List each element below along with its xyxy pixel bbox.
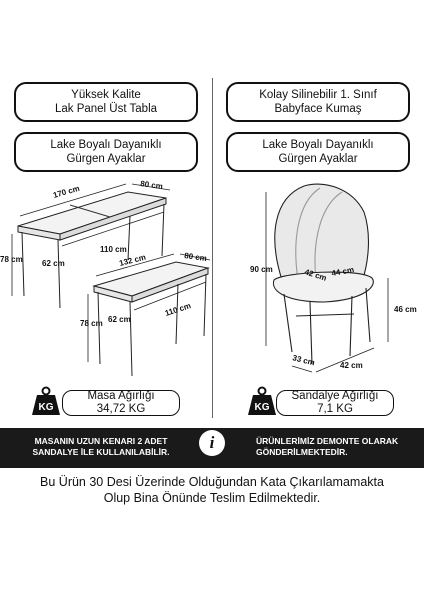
dim-seat-height: 46 cm	[394, 305, 417, 314]
table-weight-value: 34,72 KG	[96, 403, 146, 415]
delivery-line2: Olup Bina Önünde Teslim Edilmektedir.	[103, 491, 321, 505]
feature-top-left	[14, 82, 198, 122]
kg-weight-icon-chair	[246, 386, 278, 416]
feature-mid-left-line1: Lake Boyalı Dayanıklı	[50, 139, 162, 151]
dim-base-depth: 33 cm	[291, 353, 316, 368]
dim-closed-length-2: 110 cm	[163, 301, 193, 318]
chair-weight-box	[276, 390, 394, 416]
kg-badge-text-chair: KG	[254, 402, 270, 413]
feature-top-left-line1: Yüksek Kalite	[71, 89, 141, 101]
dim-width-top: 80 cm	[139, 179, 164, 192]
dim-extended-length: 170 cm	[52, 183, 81, 200]
feature-top-right	[226, 82, 410, 122]
dim-height-top-label: 78 cm	[0, 255, 23, 264]
dim-chair-height: 90 cm	[250, 265, 273, 274]
dim-depth-top: 62 cm	[42, 259, 65, 268]
dim-height-2: 78 cm	[80, 319, 103, 328]
delivery-line1: Bu Ürün 30 Desi Üzerinde Olduğundan Kata Çıkarılamamakta	[40, 475, 384, 489]
feature-mid-right-line1: Lake Boyalı Dayanıklı	[262, 139, 374, 151]
dim-seat-width: 44 cm	[330, 265, 355, 278]
notice-band	[0, 428, 424, 468]
dim-seat-depth: 42 cm	[303, 267, 328, 283]
feature-mid-left-line2: Gürgen Ayaklar	[66, 153, 146, 165]
kg-weight-icon	[30, 386, 62, 416]
chair-drawing	[212, 176, 424, 376]
delivery-notice	[0, 474, 424, 506]
feature-mid-left	[14, 132, 198, 172]
feature-mid-right-line2: Gürgen Ayaklar	[278, 153, 358, 165]
feature-mid-right	[226, 132, 410, 172]
dim-base-width: 42 cm	[340, 361, 363, 370]
feature-top-right-line2: Babyface Kumaş	[274, 103, 362, 115]
table-weight-label: Masa Ağırlığı	[87, 390, 155, 402]
table-drawing	[0, 176, 212, 386]
feature-top-right-line1: Kolay Silinebilir 1. Sınıf	[259, 89, 377, 101]
chair-weight-value: 7,1 KG	[317, 403, 353, 415]
table-weight-box	[62, 390, 180, 416]
chair-weight-label: Sandalye Ağırlığı	[291, 390, 379, 402]
feature-top-left-line2: Lak Panel Üst Tabla	[54, 103, 158, 115]
dim-closed-length-top: 110 cm	[100, 245, 127, 254]
dim-width-2: 80 cm	[183, 251, 208, 264]
dim-depth-2: 62 cm	[108, 315, 131, 324]
notice-left: MASANIN UZUN KENARI 2 ADET SANDALYE İLE KULLANILABİLİR.	[32, 436, 170, 457]
notice-right: ÜRÜNLERİMİZ DEMONTE OLARAK GÖNDERİLMEKTEDİR.	[256, 436, 399, 457]
dim-extended-length-2: 132 cm	[118, 252, 147, 268]
info-icon: i	[199, 430, 225, 456]
kg-badge-text-table: KG	[38, 402, 54, 413]
